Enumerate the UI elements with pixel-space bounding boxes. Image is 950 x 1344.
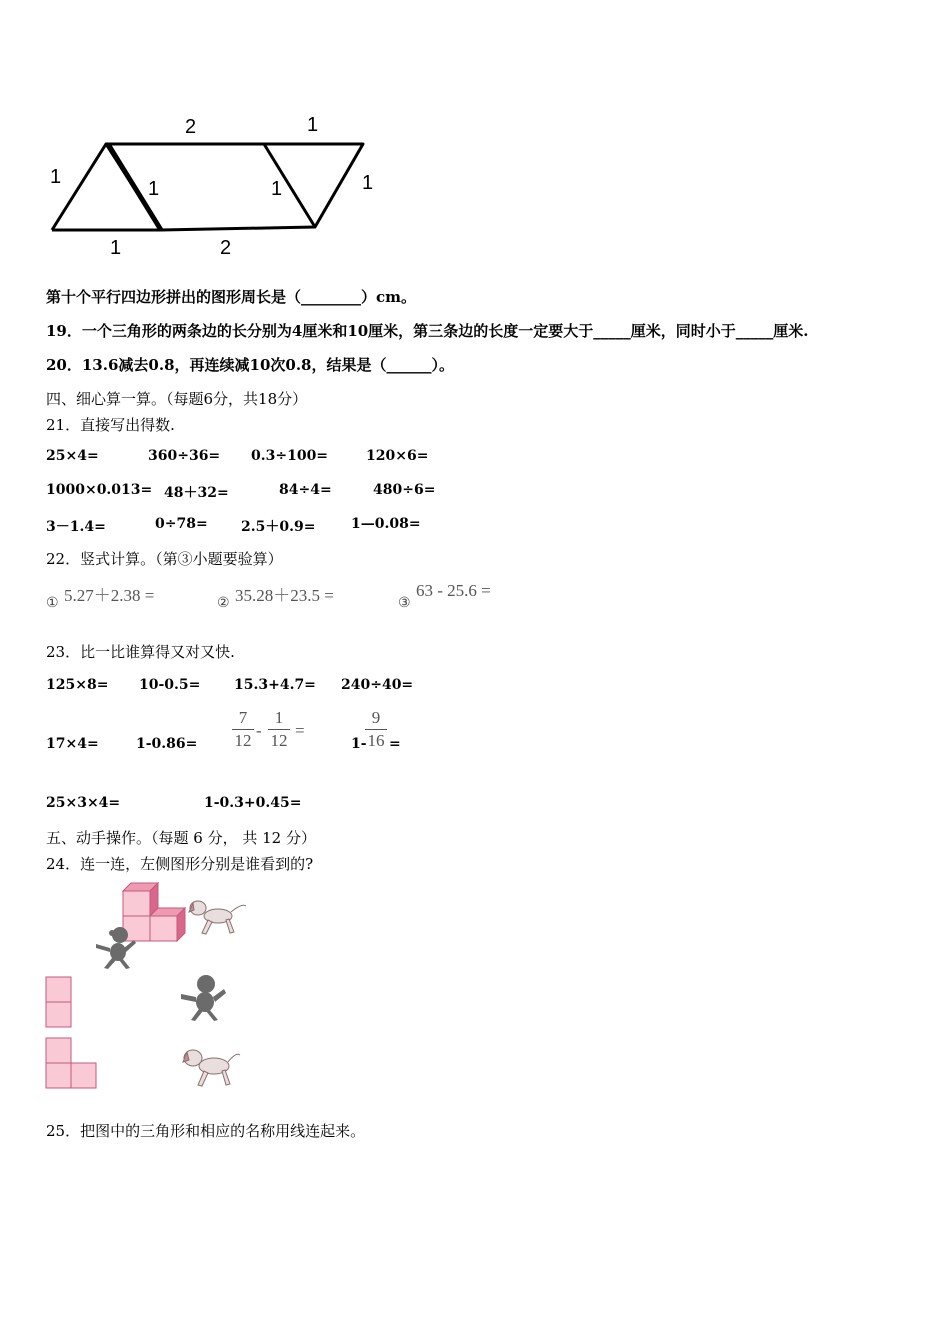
q21-r3-c1: 3－1.4= — [46, 519, 106, 535]
q21-r2-c2: 48＋32= — [164, 485, 229, 501]
triangle-left — [52, 144, 161, 230]
label-left: 1 — [50, 166, 62, 188]
frac1-denominator: 12 — [234, 731, 252, 750]
label-right: 1 — [362, 172, 374, 194]
q22-marker-1: ① — [46, 595, 59, 611]
label-top2: 2 — [185, 116, 197, 138]
q23-r1-c4: 240÷40= — [341, 677, 414, 693]
q22-expr-1: 5.27＋2.38 = — [64, 586, 155, 605]
fraction-1-12 — [268, 708, 290, 751]
q23-r1-c2: 10-0.5= — [139, 677, 201, 693]
q22-title: 22．竖式计算。（第③小题要验算） — [46, 550, 283, 568]
q23-r2-c1: 17×4= — [46, 736, 99, 752]
label-bottom1: 1 — [110, 237, 122, 259]
label-bottom2: 2 — [220, 237, 232, 259]
q21-r1-c2: 360÷36= — [148, 448, 221, 464]
q21-r3-c4: 1—0.08= — [351, 516, 421, 532]
frac2-denominator: 12 — [270, 731, 288, 750]
frac3-numerator: 9 — [371, 708, 381, 727]
section5-heading: 五、动手操作。（每题 6 分， 共 12 分） — [46, 829, 316, 847]
section4-heading: 四、细心算一算。（每题6分，共18分） — [46, 390, 308, 408]
q21-r1-c4: 120×6= — [366, 448, 429, 464]
label-diag2: 1 — [271, 178, 283, 200]
label-diag1: 1 — [148, 178, 160, 200]
q21-r2-c1: 1000×0.013= — [46, 482, 153, 498]
fraction-7-12 — [232, 708, 254, 751]
dog-icon — [180, 1044, 242, 1088]
monkey-icon — [178, 972, 230, 1022]
q23-r3-c2: 1-0.3+0.45= — [204, 795, 302, 811]
q22-marker-2: ② — [217, 595, 230, 611]
q25-title: 25．把图中的三角形和相应的名称用线连起来。 — [46, 1122, 366, 1140]
frac3-denominator: 16 — [367, 731, 385, 750]
frac-equals-1: = — [295, 721, 305, 740]
q21-r3-c2: 0÷78= — [155, 516, 208, 532]
q22-expr-3: 63 - 25.6 = — [416, 581, 491, 600]
frac-equals-2: = — [389, 736, 401, 752]
q20-text: 20．13.6减去0.8，再连续减10次0.8，结果是（______）。 — [46, 356, 454, 374]
q22-marker-3: ③ — [398, 595, 411, 611]
q23-r3-c1: 25×3×4= — [46, 795, 121, 811]
q22-expr-2: 35.28＋23.5 = — [235, 586, 334, 605]
q21-r2-c4: 480÷6= — [373, 482, 436, 498]
q23-r1-c1: 125×8= — [46, 677, 109, 693]
label-top1: 1 — [307, 114, 319, 136]
dog-icon — [189, 901, 246, 934]
shape-vertical-2 — [44, 975, 74, 1031]
fraction-9-16 — [365, 708, 387, 751]
q18-perimeter-text: 第十个平行四边形拼出的图形周长是（________）cm。 — [46, 288, 417, 306]
frac2-numerator: 1 — [274, 708, 284, 727]
q21-r3-c3: 2.5＋0.9= — [241, 519, 316, 535]
bottom-edge — [161, 227, 315, 230]
q23-title: 23．比一比谁算得又对又快. — [46, 643, 235, 661]
q23-r1-c3: 15.3+4.7= — [234, 677, 316, 693]
frac2-prefix: 1- — [351, 736, 367, 752]
q19-text: 19．一个三角形的两条边的长分别为4厘米和10厘米，第三条边的长度一定要大于_____厘米，同时小于_____厘米. — [46, 322, 809, 340]
frac-minus: - — [256, 721, 262, 740]
q21-r2-c3: 84÷4= — [279, 482, 332, 498]
frac1-numerator: 7 — [238, 708, 248, 727]
cube-stack-scene — [90, 878, 255, 973]
shape-l-3 — [44, 1036, 100, 1090]
q21-r1-c1: 25×4= — [46, 448, 99, 464]
q24-title: 24．连一连，左侧图形分别是谁看到的? — [46, 855, 314, 873]
q21-r1-c3: 0.3÷100= — [251, 448, 329, 464]
q23-r2-c2: 1-0.86= — [136, 736, 198, 752]
parallelogram-figure — [40, 105, 390, 265]
q21-title: 21．直接写出得数. — [46, 416, 175, 434]
